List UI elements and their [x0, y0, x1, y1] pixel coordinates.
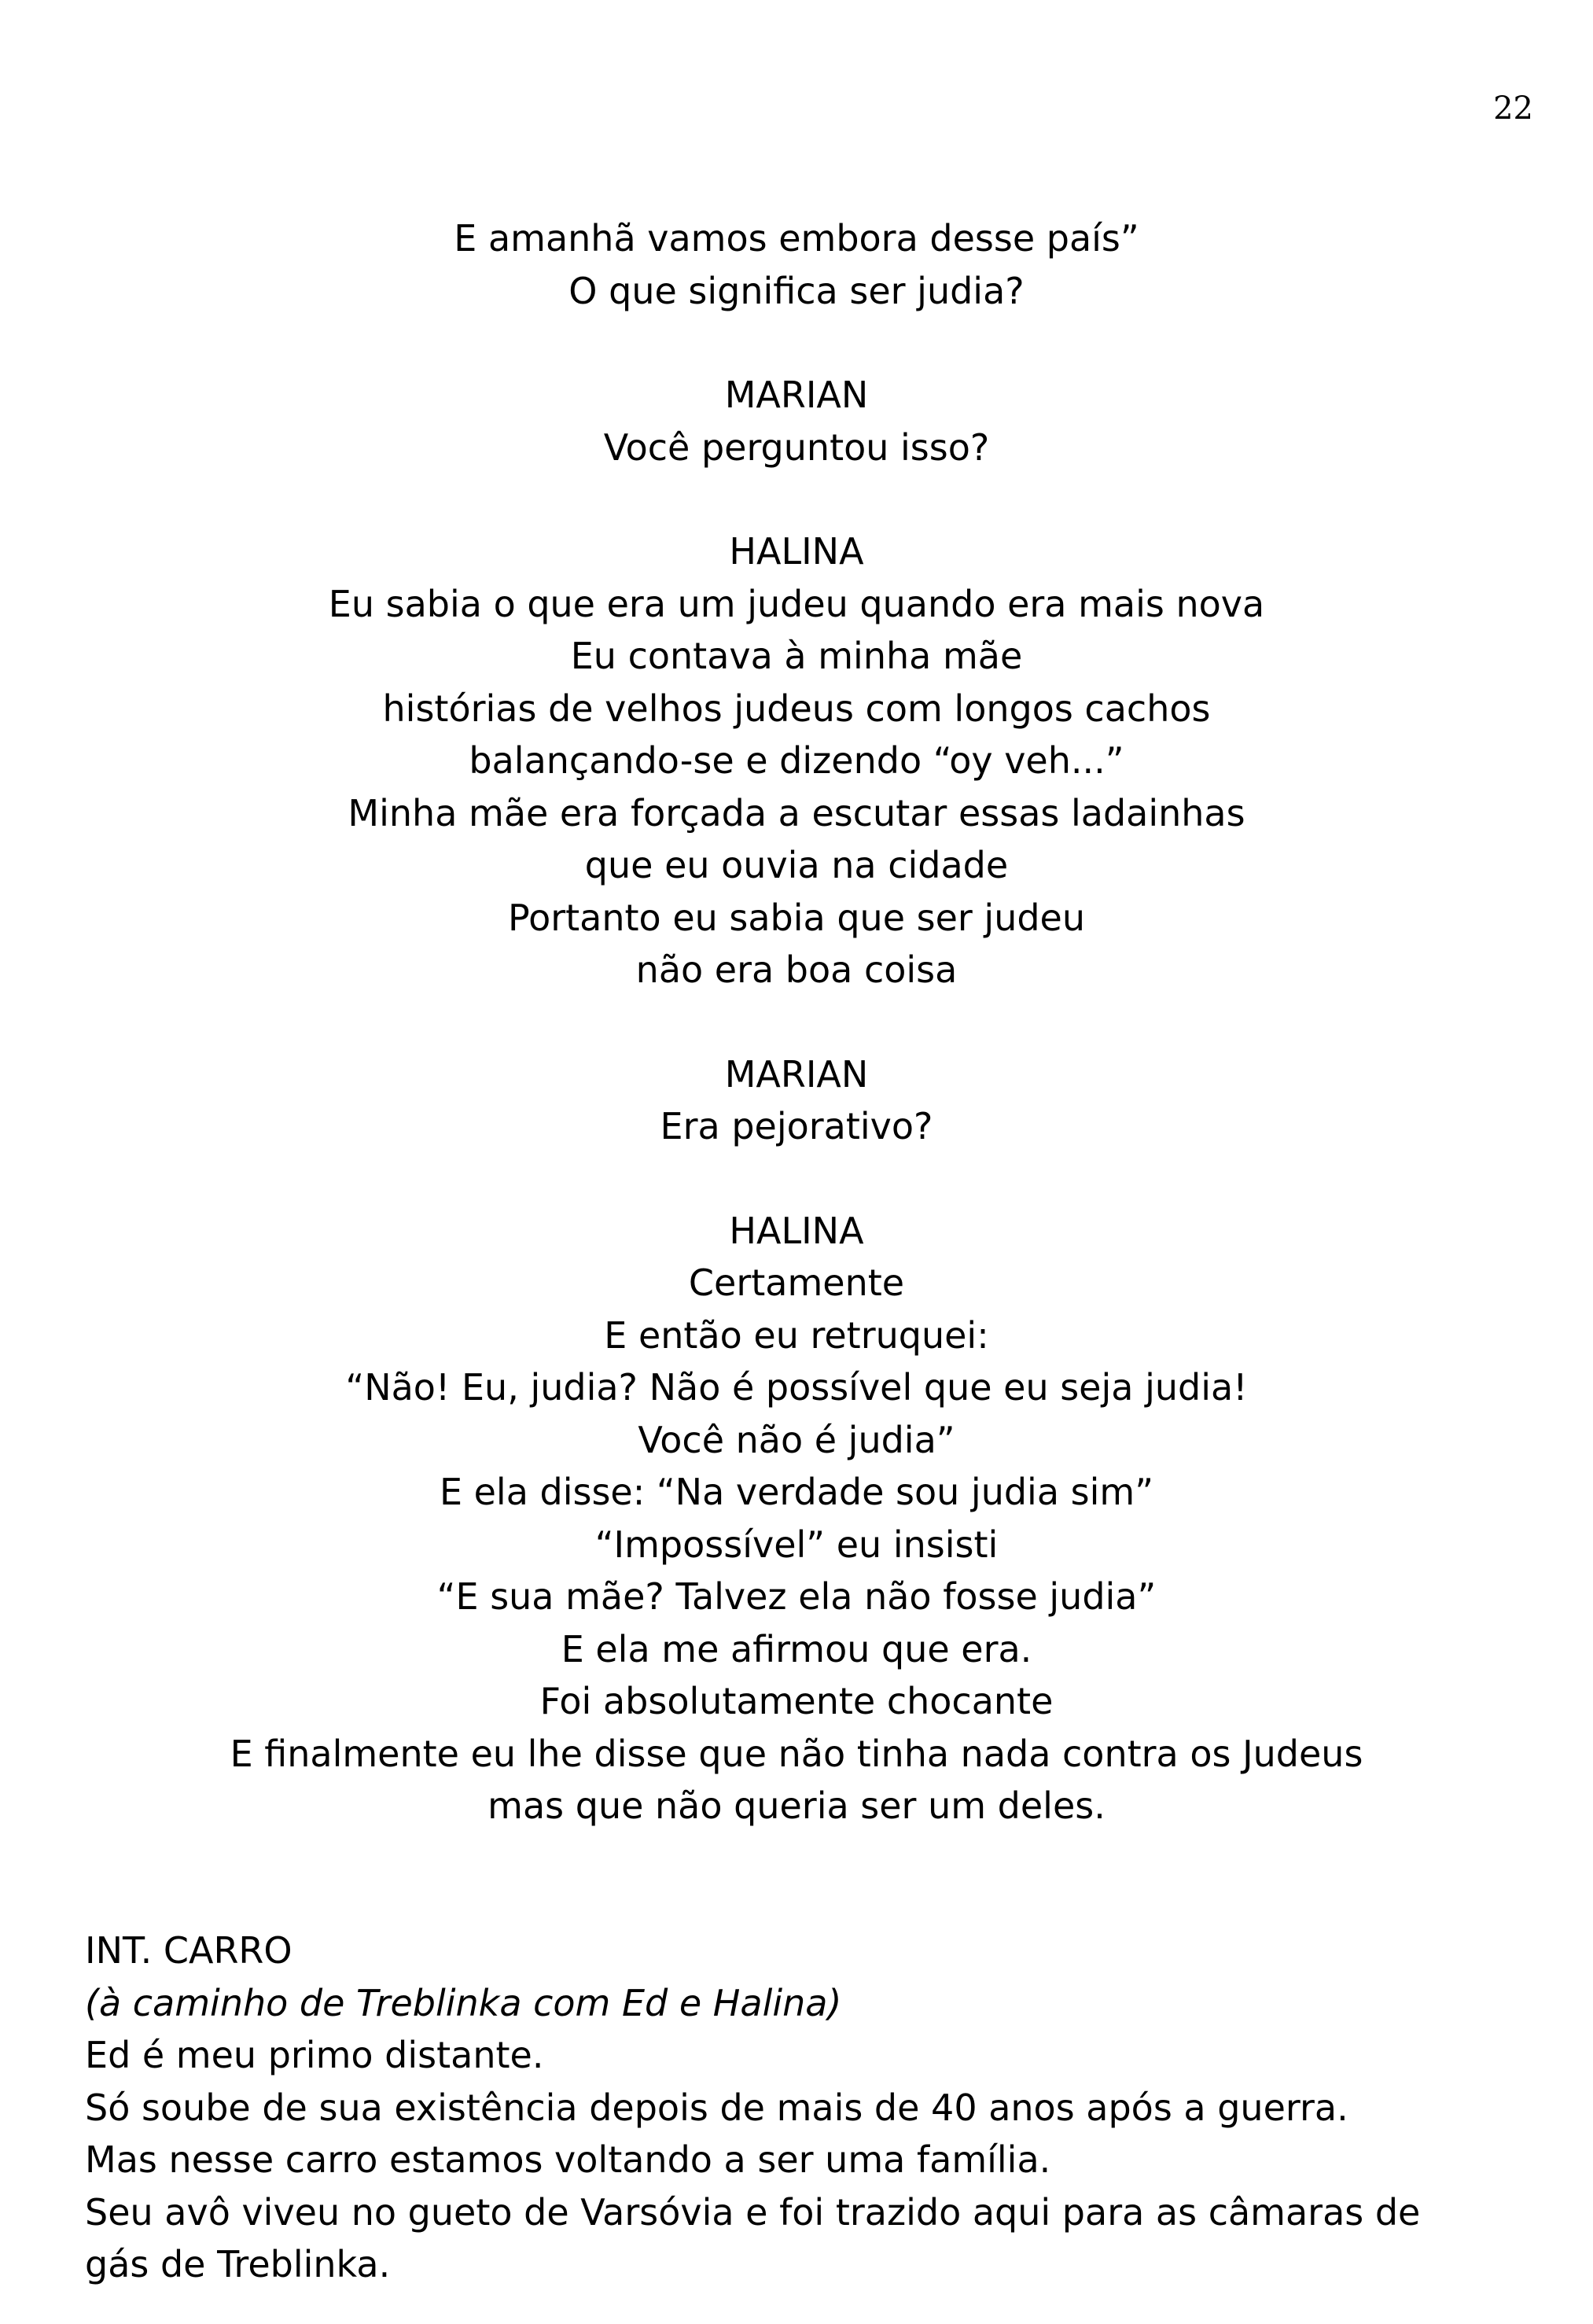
- dialogue-line: E ela me afirmou que era.: [561, 1627, 1032, 1670]
- dialogue-line: balançando-se e dizendo “oy veh...”: [469, 739, 1124, 782]
- spacer: [0, 473, 1593, 525]
- dialogue-line: não era boa coisa: [635, 948, 958, 991]
- page-number: 22: [1493, 90, 1533, 127]
- dialogue-line: “Não! Eu, judia? Não é possível que eu seja judia!: [345, 1366, 1248, 1409]
- character-name: MARIAN: [724, 1052, 869, 1096]
- dialogue-line: Era pejorativo?: [660, 1105, 933, 1147]
- dialogue-line: que eu ouvia na cidade: [584, 844, 1009, 886]
- dialogue-line: Foi absolutamente chocante: [539, 1680, 1054, 1722]
- dialogue-line: Portanto eu sabia que ser judeu: [507, 896, 1086, 939]
- narration-line: Só soube de sua existência depois de mais de 40 anos após a guerra.: [85, 2086, 1348, 2129]
- dialogue-line: E então eu retruquei:: [604, 1313, 989, 1357]
- dialogue-line: Você perguntou isso?: [603, 425, 990, 469]
- scene-section: [85, 1924, 1532, 2291]
- spacer: [0, 996, 1593, 1048]
- stage-direction: (à caminho de Treblinka com Ed e Halina): [85, 1981, 842, 2024]
- scene-heading: INT. CARRO: [85, 1929, 292, 1972]
- spacer: [0, 317, 1593, 369]
- dialogue-line: Eu contava à minha mãe: [570, 635, 1023, 677]
- narration-line: Ed é meu primo distante.: [85, 2034, 544, 2076]
- dialogue-line: Você não é judia”: [638, 1418, 955, 1461]
- character-name: MARIAN: [724, 374, 869, 416]
- dialogue-line: O que significa ser judia?: [568, 269, 1025, 312]
- dialogue-section: [0, 212, 1593, 1832]
- character-name: HALINA: [729, 1209, 864, 1252]
- dialogue-line: Eu sabia o que era um judeu quando era mais nova: [328, 582, 1265, 625]
- narration-line: gás de Treblinka.: [85, 2243, 391, 2285]
- spacer: [0, 1153, 1593, 1205]
- dialogue-line: Minha mãe era forçada a escutar essas ladainhas: [348, 791, 1245, 834]
- dialogue-line: E ela disse: “Na verdade sou judia sim”: [439, 1471, 1154, 1513]
- narration-line: Seu avô viveu no gueto de Varsóvia e foi trazido aqui para as câmaras de: [85, 2190, 1421, 2234]
- narration-line: Mas nesse carro estamos voltando a ser uma família.: [85, 2138, 1051, 2181]
- dialogue-line: E finalmente eu lhe disse que não tinha nada contra os Judeus: [230, 1732, 1363, 1775]
- dialogue-line: “E sua mãe? Talvez ela não fosse judia”: [436, 1575, 1157, 1618]
- dialogue-line: histórias de velhos judeus com longos cachos: [382, 687, 1211, 730]
- dialogue-line: “Impossível” eu insisti: [594, 1523, 999, 1566]
- character-name: HALINA: [729, 530, 864, 573]
- dialogue-line: E amanhã vamos embora desse país”: [454, 217, 1139, 260]
- dialogue-line: mas que não queria ser um deles.: [487, 1784, 1106, 1827]
- dialogue-line: Certamente: [688, 1261, 905, 1304]
